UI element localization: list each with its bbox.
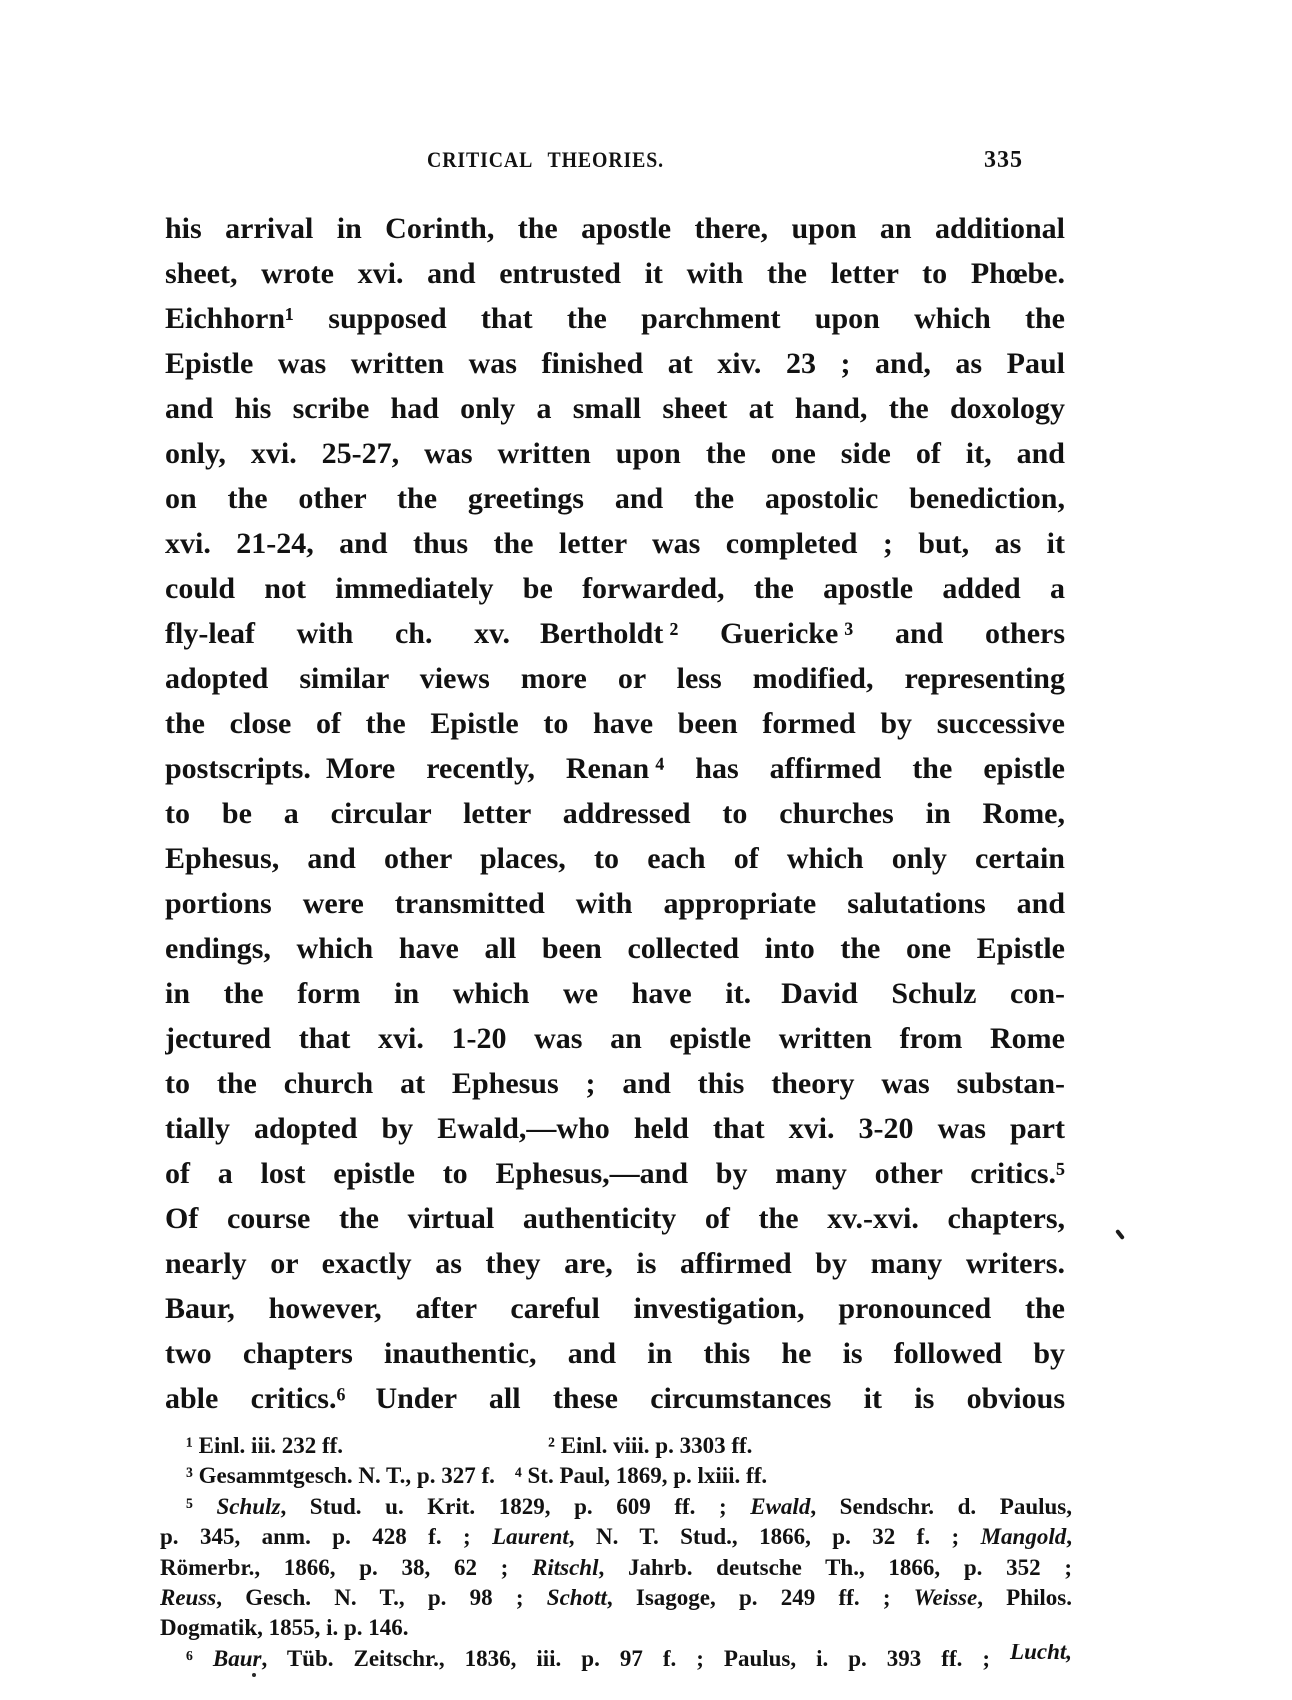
body-text-line: his arrival in Corinth, the apostle there, upon an additional bbox=[165, 212, 1065, 245]
body-text-line: and his scribe had only a small sheet at hand, the doxology bbox=[165, 392, 1065, 425]
body-text-line: endings, which have all been collected into the one Epistle bbox=[165, 932, 1065, 965]
footnote-text: ³ Gesammtgesch. N. T., p. 327 f. bbox=[186, 1463, 495, 1489]
footnote-text: Dogmatik, 1855, i. p. 146. bbox=[160, 1615, 409, 1641]
footnote-text: Römerbr., 1866, p. 38, 62 ; bbox=[160, 1554, 533, 1580]
body-text-line: tially adopted by Ewald,—who held that xvi. 3-20 was part bbox=[165, 1112, 1065, 1145]
footnote-text: , Gesch. N. T., p. 98 ; bbox=[216, 1584, 547, 1610]
scan-speck bbox=[1115, 1229, 1125, 1240]
footnote-text: Weisse bbox=[913, 1584, 978, 1610]
body-text-line: able critics.⁶ Under all these circumstances it is obvious bbox=[165, 1382, 1065, 1415]
footnote-text: ⁵ bbox=[186, 1493, 217, 1519]
page-number: 335 bbox=[984, 147, 1023, 173]
body-text-line: adopted similar views more or less modified, representing bbox=[165, 662, 1065, 695]
footnote-line bbox=[160, 1644, 1072, 1674]
body-text-line: xvi. 21-24, and thus the letter was completed ; but, as it bbox=[165, 527, 1065, 560]
body-text-line: could not immediately be forwarded, the apostle added a bbox=[165, 572, 1065, 605]
body-text-line: only, xvi. 25-27, was written upon the one side of it, and bbox=[165, 437, 1065, 470]
footnote-line bbox=[160, 1431, 1072, 1461]
footnote-text: , Isagoge, p. 249 ff. ; bbox=[606, 1584, 914, 1610]
body-text-line: fly-leaf with ch. xv. Bertholdt ² Guericke ³ and others bbox=[165, 617, 1065, 650]
footnote-text: Ewald bbox=[750, 1493, 811, 1519]
running-head-title: CRITICAL THEORIES. bbox=[427, 147, 665, 172]
footnote-text: Laurent bbox=[492, 1524, 569, 1550]
body-text-line: Eichhorn¹ supposed that the parchment upon which the bbox=[165, 302, 1065, 335]
footnote-line bbox=[160, 1613, 1072, 1643]
footnote-column-gap bbox=[343, 1452, 548, 1453]
footnote-text: Ritschl bbox=[532, 1554, 599, 1580]
body-text-line: jectured that xvi. 1-20 was an epistle written from Rome bbox=[165, 1022, 1065, 1055]
body-text-line: portions were transmitted with appropriate salutations and bbox=[165, 887, 1065, 920]
body-text-line: postscripts. More recently, Renan ⁴ has affirmed the epistle bbox=[165, 752, 1065, 785]
footnote-line bbox=[160, 1583, 1072, 1613]
footnote-text: , N. T. Stud., 1866, p. 32 f. ; bbox=[568, 1524, 981, 1550]
footnote-text: ² Einl. viii. p. 3303 ff. bbox=[548, 1433, 753, 1458]
body-text-line: of a lost epistle to Ephesus,—and by many other critics.⁵ bbox=[165, 1157, 1065, 1190]
footnote-text: Reuss bbox=[160, 1584, 217, 1610]
footnote-text: Mangold bbox=[980, 1524, 1067, 1550]
footnote-text: Schulz bbox=[216, 1493, 281, 1519]
body-text-line: to be a circular letter addressed to churches in Rome, bbox=[165, 797, 1065, 830]
footnote-text: ⁶ bbox=[186, 1645, 213, 1671]
footnote-text: p. 345, anm. p. 428 f. ; bbox=[160, 1524, 493, 1550]
footnote-line bbox=[160, 1522, 1072, 1552]
footnote-text: Lucht, bbox=[1010, 1643, 1072, 1664]
footnote-column-gap bbox=[495, 1482, 515, 1483]
footnote-text: , Stud. u. Krit. 1829, p. 609 ff. ; bbox=[280, 1493, 751, 1519]
scan-dot bbox=[252, 1673, 256, 1677]
footnote-text: , bbox=[1066, 1524, 1072, 1550]
footnote-line bbox=[160, 1492, 1072, 1522]
body-text-line: two chapters inauthentic, and in this he is followed by bbox=[165, 1337, 1065, 1370]
body-text-line: in the form in which we have it. David Schulz con- bbox=[165, 977, 1065, 1010]
footnote-text: ¹ Einl. iii. 232 ff. bbox=[186, 1433, 344, 1458]
body-text bbox=[165, 206, 1065, 1421]
footnote-text: , Jahrb. deutsche Th., 1866, p. 352 ; bbox=[598, 1554, 1072, 1580]
body-text-line: to the church at Ephesus ; and this theory was substan- bbox=[165, 1067, 1065, 1100]
footnote-text: , Sendschr. d. Paulus, bbox=[810, 1493, 1072, 1519]
footnote-text: , Philos. bbox=[977, 1584, 1072, 1610]
body-text-line: Ephesus, and other places, to each of which only certain bbox=[165, 842, 1065, 875]
body-text-line: nearly or exactly as they are, is affirmed by many writers. bbox=[165, 1247, 1065, 1280]
footnotes bbox=[160, 1431, 1072, 1674]
footnote-text: ⁴ St. Paul, 1869, p. lxiii. ff. bbox=[514, 1463, 768, 1489]
footnote-text: , Tüb. Zeitschr., 1836, iii. p. 97 f. ; Paulus, i. p. 393 ff. ; bbox=[261, 1645, 1011, 1671]
footnote-line bbox=[160, 1461, 1072, 1491]
footnote-text: Baur bbox=[212, 1645, 262, 1671]
footnote-line bbox=[160, 1553, 1072, 1583]
footnote-text: Schott bbox=[546, 1584, 607, 1610]
body-text-line: Epistle was written was finished at xiv. 23 ; and, as Paul bbox=[165, 347, 1065, 380]
body-text-line: sheet, wrote xvi. and entrusted it with the letter to Phœbe. bbox=[165, 257, 1065, 290]
body-text-line: on the other the greetings and the apostolic benediction, bbox=[165, 482, 1065, 515]
body-text-line: the close of the Epistle to have been formed by successive bbox=[165, 707, 1065, 740]
body-text-line: Baur, however, after careful investigation, pronounced the bbox=[165, 1292, 1065, 1325]
body-text-line: Of course the virtual authenticity of the xv.-xvi. chapters, bbox=[165, 1202, 1065, 1235]
